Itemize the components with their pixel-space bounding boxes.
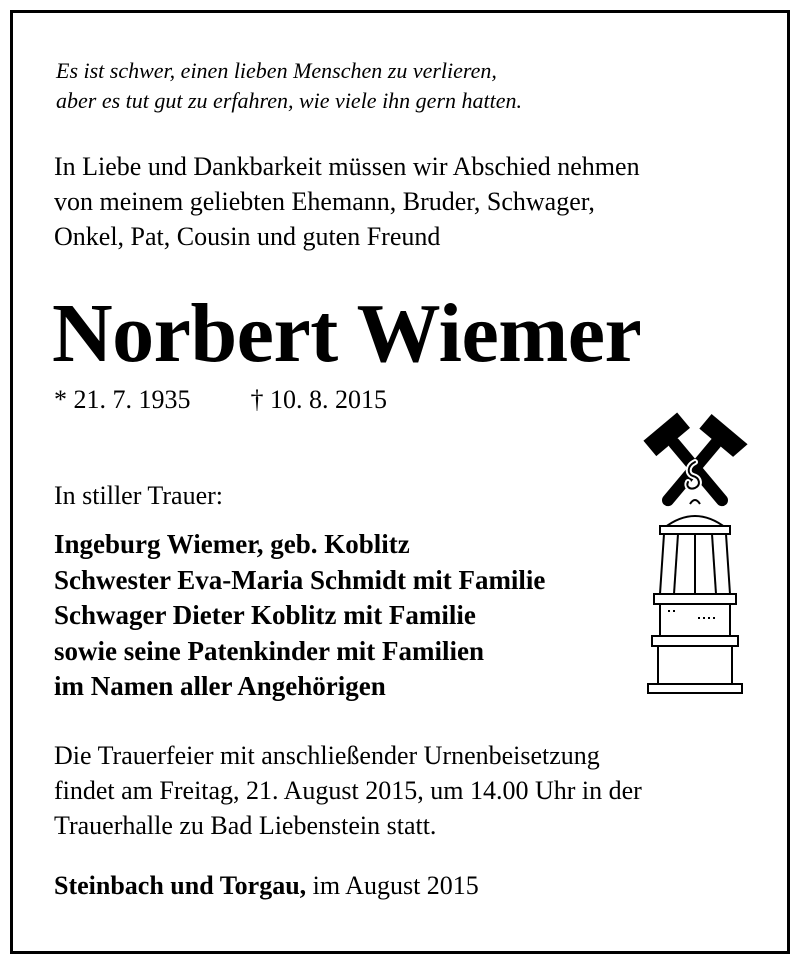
mourners-list: [54, 527, 545, 705]
birth-date: * 21. 7. 1935: [54, 385, 191, 414]
motto-line-2: aber es tut gut zu erfahren, wie viele ihn gern hatten.: [56, 88, 522, 113]
deceased-name: Norbert Wiemer: [52, 287, 642, 380]
funeral-line-1: Die Trauerfeier mit anschließender Urnenbeisetzung: [54, 741, 600, 770]
life-dates: [54, 382, 387, 418]
mourner-line: im Namen aller Angehörigen: [54, 671, 386, 701]
motto-line-1: Es ist schwer, einen lieben Menschen zu verlieren,: [56, 58, 497, 83]
mourner-line: Schwager Dieter Koblitz mit Familie: [54, 600, 476, 630]
signoff-date: im August 2015: [306, 871, 479, 900]
funeral-line-3: Trauerhalle zu Bad Liebenstein statt.: [54, 811, 437, 840]
mourning-heading: In stiller Trauer:: [54, 481, 223, 510]
intro-line-2: von meinem geliebten Ehemann, Bruder, Schwager,: [54, 187, 595, 216]
miners-lamp-icon: [648, 500, 742, 693]
intro-line-1: In Liebe und Dankbarkeit müssen wir Abschied nehmen: [54, 152, 640, 181]
death-date: † 10. 8. 2015: [250, 385, 387, 414]
hammer-and-pick-icon: [643, 412, 747, 520]
miners-emblem: [640, 408, 750, 700]
mourner-line: Ingeburg Wiemer, geb. Koblitz: [54, 529, 410, 559]
intro-line-3: Onkel, Pat, Cousin und guten Freund: [54, 222, 441, 251]
funeral-details: [54, 738, 748, 843]
mourner-line: Schwester Eva-Maria Schmidt mit Familie: [54, 564, 546, 595]
mourner-line: sowie seine Patenkinder mit Familien: [54, 635, 484, 666]
signoff-places: Steinbach und Torgau,: [54, 871, 307, 900]
funeral-line-2: findet am Freitag, 21. August 2015, um 14.00 Uhr in der: [54, 776, 642, 805]
signoff: [54, 868, 479, 904]
